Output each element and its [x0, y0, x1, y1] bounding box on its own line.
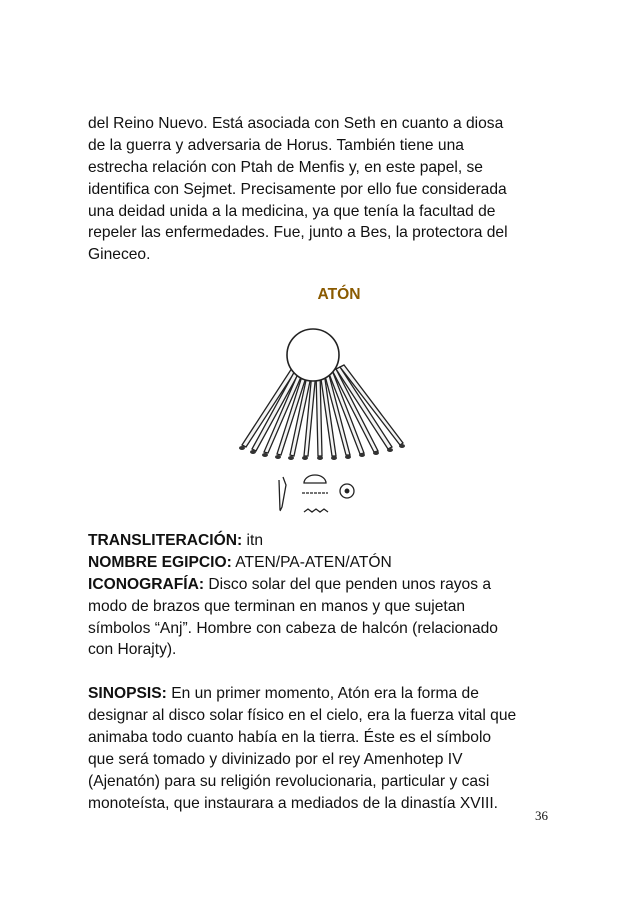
aten-entry: [88, 530, 558, 815]
sun-disc: [287, 329, 339, 381]
iconography-row: [88, 574, 558, 596]
synopsis-text: En un primer momento, Atón era la forma de: [166, 685, 479, 703]
intro-line: de la guerra y adversaria de Horus. También tiene una: [88, 136, 464, 154]
aten-illustration: [220, 325, 420, 520]
iconography-label: ICONOGRAFÍA:: [88, 575, 205, 593]
synopsis-text: animaba todo cuanto había en la tierra. Éste es el símbolo: [88, 729, 492, 747]
intro-line: estrecha relación con Ptah de Menfis y, en este papel, se: [88, 158, 483, 176]
egyptian-name-row: [88, 552, 558, 574]
translit-value: itn: [242, 532, 264, 549]
intro-line: Gineceo.: [88, 246, 151, 264]
intro-line: repeler las enfermedades. Fue, junto a Bes, la protectora del: [88, 224, 508, 242]
intro-paragraph: [88, 113, 558, 266]
aten-hieroglyphs: [279, 475, 354, 512]
synopsis-text: (Ajenatón) para su religión revolucionaria, particular y casi: [88, 772, 490, 790]
paragraph-gap: [88, 661, 558, 683]
section-title: ATÓN: [317, 286, 361, 303]
synopsis-text: monoteísta, que instaurara a mediados de la dinastía XVIII.: [88, 794, 499, 812]
synopsis-text: que será tomado y divinizado por el rey Amenhotep IV: [88, 750, 463, 768]
synopsis-row: [88, 683, 558, 705]
iconography-text: modo de brazos que terminan en manos y que sujetan: [88, 597, 466, 615]
iconography-text: Disco solar del que penden unos rayos a: [204, 575, 492, 593]
iconography-text: con Horajty).: [88, 641, 177, 659]
page-number: 36: [535, 808, 548, 823]
egyptian-name-label: NOMBRE EGIPCIO:: [88, 553, 232, 571]
translit-label: TRANSLITERACIÓN:: [88, 532, 243, 549]
intro-line: del Reino Nuevo. Está asociada con Seth en cuanto a diosa: [88, 115, 504, 132]
translit-row: [88, 530, 558, 552]
egyptian-name-value: ATEN/PA-ATEN/ATÓN: [231, 553, 392, 571]
synopsis-text: designar al disco solar físico en el cielo, era la fuerza vital que: [88, 707, 517, 725]
iconography-text: símbolos “Anj”. Hombre con cabeza de halcón (relacionado: [88, 619, 498, 637]
synopsis-label: SINOPSIS:: [88, 685, 167, 703]
intro-line: identifica con Sejmet. Precisamente por ello fue considerada: [88, 180, 507, 198]
intro-line: una deidad unida a la medicina, ya que tenía la facultad de: [88, 202, 496, 220]
